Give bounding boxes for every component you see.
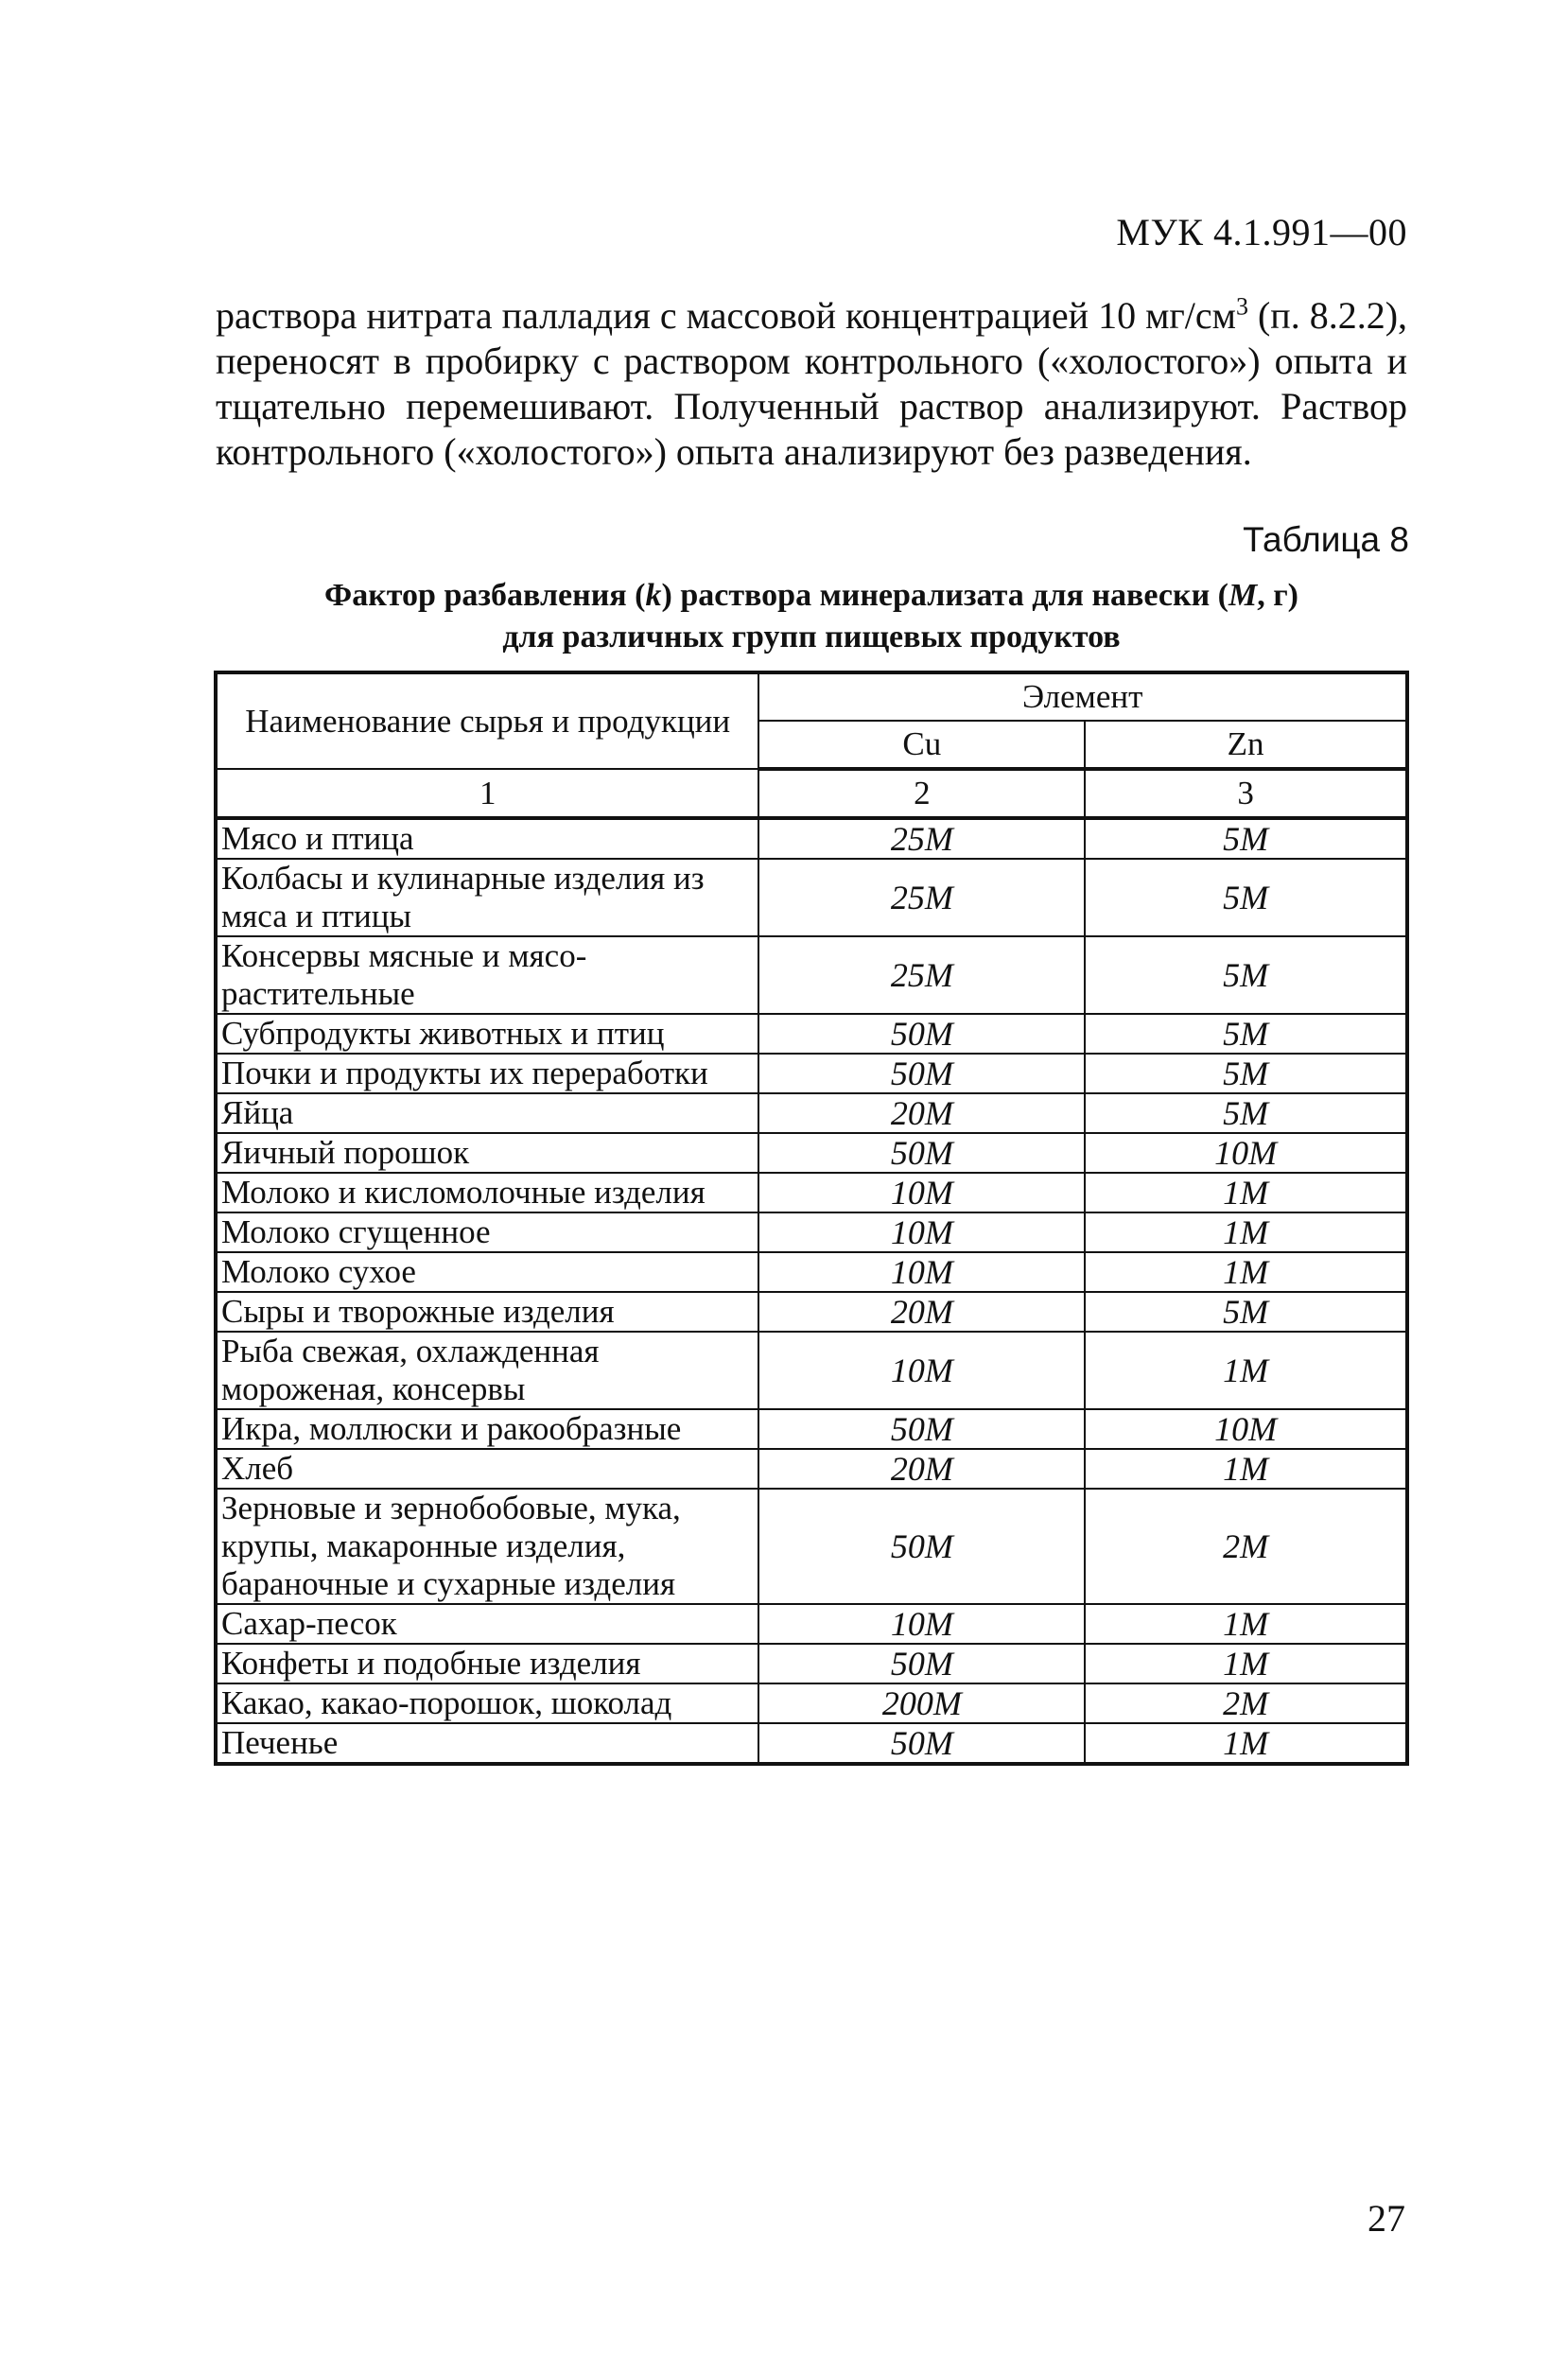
zn-factor-cell: 1M xyxy=(1085,1644,1407,1683)
table-row xyxy=(216,1252,1407,1292)
cu-factor-cell: 25M xyxy=(758,936,1085,1014)
table-caption xyxy=(216,575,1407,658)
column-number: 2 xyxy=(758,769,1085,818)
product-name-cell: Консервы мясные и мясо-растительные xyxy=(216,936,758,1014)
zn-factor-cell: 1M xyxy=(1085,1252,1407,1292)
column-number: 3 xyxy=(1085,769,1407,818)
caption-m: M xyxy=(1228,578,1258,613)
product-name-cell: Молоко и кисломолочные изделия xyxy=(216,1173,758,1212)
product-name-cell: Молоко сухое xyxy=(216,1252,758,1292)
zn-factor-cell: 5M xyxy=(1085,818,1407,859)
product-name-cell: Рыба свежая, охлажденная мороженая, консервы xyxy=(216,1332,758,1409)
zn-factor-cell: 2M xyxy=(1085,1489,1407,1604)
caption-part2: ) раствора минерализата для навески ( xyxy=(661,578,1228,613)
col-header-zn: Zn xyxy=(1085,721,1407,769)
zn-factor-cell: 5M xyxy=(1085,1292,1407,1332)
table-row xyxy=(216,1133,1407,1173)
column-number-row xyxy=(216,769,1407,818)
cu-factor-cell: 50M xyxy=(758,1644,1085,1683)
product-name-cell: Хлеб xyxy=(216,1449,758,1489)
table-row xyxy=(216,1409,1407,1449)
col-header-name: Наименование сырья и продукции xyxy=(216,672,758,769)
zn-factor-cell: 5M xyxy=(1085,859,1407,936)
cu-factor-cell: 50M xyxy=(758,1054,1085,1093)
cu-factor-cell: 20M xyxy=(758,1449,1085,1489)
table-row xyxy=(216,1212,1407,1252)
table-label: Таблица 8 xyxy=(1243,520,1409,559)
zn-factor-cell: 10M xyxy=(1085,1133,1407,1173)
cu-factor-cell: 10M xyxy=(758,1252,1085,1292)
caption-part3: , г) xyxy=(1257,578,1298,613)
table-row xyxy=(216,1173,1407,1212)
product-name-cell: Молоко сгущенное xyxy=(216,1212,758,1252)
product-name-cell: Икра, моллюски и ракообразные xyxy=(216,1409,758,1449)
paragraph-text-end: (п. 8.2.2), переносят в пробирку с раствором контрольного («холостого») опыта и тщательно перемешивают. Полученный раствор анализируют. Раствор контрольного («холостого») опыта анализируют без разведения. xyxy=(216,294,1408,473)
table-row xyxy=(216,1332,1407,1409)
table-row xyxy=(216,1054,1407,1093)
zn-factor-cell: 2M xyxy=(1085,1683,1407,1723)
table-row xyxy=(216,1014,1407,1054)
product-name-cell: Печенье xyxy=(216,1723,758,1764)
cu-factor-cell: 20M xyxy=(758,1292,1085,1332)
cu-factor-cell: 20M xyxy=(758,1093,1085,1133)
table-row xyxy=(216,1644,1407,1683)
cu-factor-cell: 10M xyxy=(758,1212,1085,1252)
col-header-element: Элемент xyxy=(758,672,1407,721)
zn-factor-cell: 1M xyxy=(1085,1449,1407,1489)
product-name-cell: Сахар-песок xyxy=(216,1604,758,1644)
product-name-cell: Какао, какао-порошок, шоколад xyxy=(216,1683,758,1723)
document-code: МУК 4.1.991—00 xyxy=(1116,211,1407,253)
table-row xyxy=(216,1723,1407,1764)
cu-factor-cell: 10M xyxy=(758,1173,1085,1212)
table-row xyxy=(216,859,1407,936)
product-name-cell: Зерновые и зернобобовые, мука, крупы, макаронные изделия, бараночные и сухарные изделия xyxy=(216,1489,758,1604)
zn-factor-cell: 1M xyxy=(1085,1604,1407,1644)
product-name-cell: Мясо и птица xyxy=(216,818,758,859)
zn-factor-cell: 1M xyxy=(1085,1723,1407,1764)
body-paragraph xyxy=(216,293,1407,475)
cu-factor-cell: 50M xyxy=(758,1409,1085,1449)
cu-factor-cell: 25M xyxy=(758,859,1085,936)
caption-line2: для различных групп пищевых продуктов xyxy=(502,619,1121,654)
table-row xyxy=(216,1683,1407,1723)
zn-factor-cell: 1M xyxy=(1085,1212,1407,1252)
cu-factor-cell: 10M xyxy=(758,1604,1085,1644)
table-row xyxy=(216,1449,1407,1489)
cu-factor-cell: 200M xyxy=(758,1683,1085,1723)
zn-factor-cell: 5M xyxy=(1085,1093,1407,1133)
table-row xyxy=(216,1093,1407,1133)
caption-k: k xyxy=(645,578,662,613)
product-name-cell: Колбасы и кулинарные изделия из мяса и птицы xyxy=(216,859,758,936)
table-row xyxy=(216,1604,1407,1644)
column-number: 1 xyxy=(216,769,758,818)
table-row xyxy=(216,818,1407,859)
zn-factor-cell: 1M xyxy=(1085,1173,1407,1212)
table-row xyxy=(216,936,1407,1014)
zn-factor-cell: 1M xyxy=(1085,1332,1407,1409)
col-header-cu: Cu xyxy=(758,721,1085,769)
zn-factor-cell: 10M xyxy=(1085,1409,1407,1449)
product-name-cell: Субпродукты животных и птиц xyxy=(216,1014,758,1054)
page-number: 27 xyxy=(1368,2197,1405,2240)
cu-factor-cell: 50M xyxy=(758,1723,1085,1764)
cu-factor-cell: 10M xyxy=(758,1332,1085,1409)
product-name-cell: Конфеты и подобные изделия xyxy=(216,1644,758,1683)
superscript: 3 xyxy=(1235,292,1248,321)
paragraph-text-start: раствора нитрата палладия с массовой концентрацией 10 мг/см xyxy=(216,294,1236,337)
product-name-cell: Яйца xyxy=(216,1093,758,1133)
cu-factor-cell: 25M xyxy=(758,818,1085,859)
product-name-cell: Яичный порошок xyxy=(216,1133,758,1173)
dilution-table xyxy=(214,671,1409,1766)
table-row xyxy=(216,1292,1407,1332)
cu-factor-cell: 50M xyxy=(758,1489,1085,1604)
zn-factor-cell: 5M xyxy=(1085,936,1407,1014)
zn-factor-cell: 5M xyxy=(1085,1054,1407,1093)
product-name-cell: Сыры и творожные изделия xyxy=(216,1292,758,1332)
table-row xyxy=(216,1489,1407,1604)
product-name-cell: Почки и продукты их переработки xyxy=(216,1054,758,1093)
zn-factor-cell: 5M xyxy=(1085,1014,1407,1054)
caption-part1: Фактор разбавления ( xyxy=(324,578,646,613)
cu-factor-cell: 50M xyxy=(758,1133,1085,1173)
cu-factor-cell: 50M xyxy=(758,1014,1085,1054)
